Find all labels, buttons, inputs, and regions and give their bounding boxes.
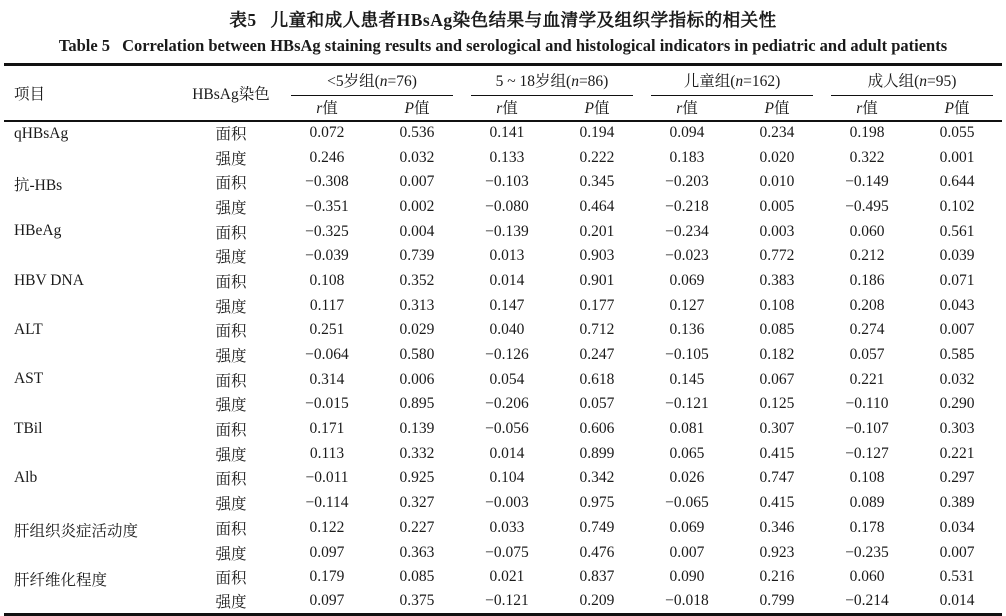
value-cell: 0.246 (309, 148, 345, 166)
table-row (4, 121, 1002, 146)
value-cell: −0.107 (845, 420, 889, 438)
value-cell: 0.580 (399, 346, 435, 364)
sub-header-r: r值 (282, 96, 372, 121)
value-cell: 0.177 (579, 296, 615, 314)
value-cell: 0.013 (489, 247, 525, 265)
value-cell: −0.139 (485, 222, 529, 240)
table-header (4, 65, 1002, 121)
value-cell: 0.178 (849, 518, 885, 536)
value-cell: 0.772 (759, 247, 795, 265)
value-cell: 0.561 (939, 222, 975, 240)
value-cell: 0.799 (759, 592, 795, 610)
measure-label: 强度 (215, 199, 247, 217)
value-cell: −0.015 (305, 395, 349, 413)
value-cell: 0.067 (759, 370, 795, 388)
value-cell: 0.923 (759, 543, 795, 561)
measure-label: 面积 (215, 175, 247, 193)
item-label: AST (13, 370, 44, 388)
measure-label: 面积 (215, 422, 247, 440)
value-cell: −0.011 (305, 469, 349, 487)
value-cell: 0.531 (939, 568, 975, 586)
column-header-item: 项目 (4, 65, 180, 121)
value-cell: −0.023 (665, 247, 709, 265)
value-cell: −0.114 (305, 494, 349, 512)
measure-label: 面积 (215, 323, 247, 341)
value-cell: 0.147 (489, 296, 525, 314)
item-label: 肝组织炎症活动度 (13, 522, 138, 540)
value-cell: 0.057 (849, 346, 885, 364)
value-cell: −0.003 (485, 494, 529, 512)
value-cell: 0.346 (759, 518, 795, 536)
table-row (4, 170, 1002, 195)
table-row (4, 466, 1002, 491)
table-caption-cn-label: 表5 (229, 10, 257, 30)
value-cell: 0.072 (309, 124, 345, 142)
column-header-staining: HBsAg染色 (180, 65, 282, 121)
value-cell: 0.108 (759, 296, 795, 314)
item-label: 肝纤维化程度 (13, 571, 107, 589)
value-cell: 0.837 (579, 568, 615, 586)
value-cell: 0.747 (759, 469, 795, 487)
value-cell: 0.021 (489, 568, 525, 586)
value-cell: 0.925 (399, 469, 435, 487)
value-cell: 0.183 (669, 148, 705, 166)
value-cell: 0.081 (669, 420, 705, 438)
table-caption-cn (0, 0, 1006, 32)
value-cell: 0.375 (399, 592, 435, 610)
value-cell: 0.113 (309, 444, 345, 462)
value-cell: 0.222 (579, 148, 615, 166)
value-cell: 0.004 (399, 222, 435, 240)
value-cell: 0.032 (399, 148, 435, 166)
value-cell: −0.018 (665, 592, 709, 610)
value-cell: 0.089 (849, 494, 885, 512)
value-cell: 0.327 (399, 494, 435, 512)
value-cell: 0.071 (939, 271, 975, 289)
value-cell: 0.297 (939, 469, 975, 487)
group-header (822, 65, 1002, 96)
value-cell: −0.308 (305, 173, 349, 191)
measure-label: 强度 (215, 249, 247, 267)
value-cell: 0.029 (399, 321, 435, 339)
value-cell: 0.247 (579, 346, 615, 364)
value-cell: 0.055 (939, 124, 975, 142)
sub-header-P: P值 (912, 96, 1002, 121)
table-caption-en-label: Table 5 (58, 36, 111, 55)
value-cell: −0.121 (665, 395, 709, 413)
value-cell: 0.057 (579, 395, 615, 413)
value-cell: −0.206 (485, 395, 529, 413)
sub-header-r: r值 (822, 96, 912, 121)
item-label: 抗-HBs (13, 176, 63, 194)
value-cell: −0.126 (485, 346, 529, 364)
value-cell: −0.234 (665, 222, 709, 240)
value-cell: 0.145 (669, 370, 705, 388)
value-cell: −0.075 (485, 543, 529, 561)
measure-label: 强度 (215, 446, 247, 464)
value-cell: 0.322 (849, 148, 885, 166)
value-cell: 0.007 (669, 543, 705, 561)
value-cell: 0.127 (669, 296, 705, 314)
value-cell: 0.182 (759, 346, 795, 364)
value-cell: 0.227 (399, 518, 435, 536)
value-cell: 0.108 (309, 271, 345, 289)
sub-header-P: P值 (552, 96, 642, 121)
value-cell: 0.212 (849, 247, 885, 265)
header-group-row (4, 65, 1002, 96)
measure-label: 强度 (215, 298, 247, 316)
value-cell: 0.040 (489, 321, 525, 339)
value-cell: −0.103 (485, 173, 529, 191)
measure-label: 面积 (215, 570, 247, 588)
value-cell: −0.203 (665, 173, 709, 191)
value-cell: 0.415 (759, 494, 795, 512)
table-row (4, 417, 1002, 442)
value-cell: 0.141 (489, 124, 525, 142)
value-cell: −0.065 (665, 494, 709, 512)
table-row (4, 367, 1002, 392)
value-cell: 0.903 (579, 247, 615, 265)
value-cell: 0.234 (759, 124, 795, 142)
value-cell: −0.149 (845, 173, 889, 191)
value-cell: 0.171 (309, 420, 345, 438)
measure-label: 面积 (215, 471, 247, 489)
value-cell: 0.005 (759, 197, 795, 215)
value-cell: 0.345 (579, 173, 615, 191)
sub-header-r: r值 (642, 96, 732, 121)
value-cell: 0.606 (579, 420, 615, 438)
value-cell: 0.104 (489, 469, 525, 487)
table-body (4, 121, 1002, 615)
value-cell: 0.342 (579, 469, 615, 487)
value-cell: 0.895 (399, 395, 435, 413)
value-cell: 0.090 (669, 568, 705, 586)
measure-label: 强度 (215, 348, 247, 366)
value-cell: 0.032 (939, 370, 975, 388)
value-cell: 0.043 (939, 296, 975, 314)
value-cell: 0.363 (399, 543, 435, 561)
measure-label: 强度 (215, 150, 247, 168)
item-label: HBV DNA (13, 271, 84, 289)
value-cell: 0.117 (309, 296, 345, 314)
value-cell: 0.901 (579, 271, 615, 289)
value-cell: −0.235 (845, 543, 889, 561)
value-cell: 0.415 (759, 444, 795, 462)
table-row (4, 219, 1002, 244)
value-cell: 0.014 (489, 444, 525, 462)
value-cell: 0.383 (759, 271, 795, 289)
item-label: qHBsAg (13, 124, 69, 142)
measure-label: 面积 (215, 520, 247, 538)
measure-label: 面积 (215, 273, 247, 291)
value-cell: 0.020 (759, 148, 795, 166)
value-cell: 0.136 (669, 321, 705, 339)
measure-label: 面积 (215, 372, 247, 390)
measure-label: 面积 (215, 224, 247, 242)
value-cell: 0.476 (579, 543, 615, 561)
value-cell: 0.208 (849, 296, 885, 314)
value-cell: 0.221 (849, 370, 885, 388)
measure-label: 强度 (215, 397, 247, 415)
value-cell: −0.351 (305, 197, 349, 215)
table-caption-cn-text: 儿童和成人患者HBsAg染色结果与血清学及组织学指标的相关性 (270, 10, 777, 30)
value-cell: 0.209 (579, 592, 615, 610)
value-cell: −0.121 (485, 592, 529, 610)
value-cell: −0.110 (845, 395, 889, 413)
group-header (462, 65, 642, 96)
value-cell: 0.003 (759, 222, 795, 240)
value-cell: 0.536 (399, 124, 435, 142)
value-cell: −0.064 (305, 346, 349, 364)
value-cell: 0.006 (399, 370, 435, 388)
value-cell: 0.007 (939, 321, 975, 339)
value-cell: 0.069 (669, 271, 705, 289)
sub-header-r: r值 (462, 96, 552, 121)
value-cell: 0.749 (579, 518, 615, 536)
measure-label: 面积 (215, 126, 247, 144)
value-cell: 0.585 (939, 346, 975, 364)
value-cell: −0.214 (845, 592, 889, 610)
item-label: HBeAg (13, 222, 62, 240)
value-cell: 0.186 (849, 271, 885, 289)
value-cell: 0.002 (399, 197, 435, 215)
value-cell: 0.069 (669, 518, 705, 536)
value-cell: 0.026 (669, 469, 705, 487)
value-cell: 0.194 (579, 124, 615, 142)
value-cell: −0.039 (305, 247, 349, 265)
value-cell: 0.007 (939, 543, 975, 561)
value-cell: 0.332 (399, 444, 435, 462)
value-cell: 0.739 (399, 247, 435, 265)
value-cell: −0.080 (485, 197, 529, 215)
table-caption-en-text: Correlation between HBsAg staining results and serological and histological indicators in pediatric and adult patients (122, 36, 948, 55)
value-cell: 0.389 (939, 494, 975, 512)
value-cell: −0.127 (845, 444, 889, 462)
value-cell: 0.274 (849, 321, 885, 339)
value-cell: 0.221 (939, 444, 975, 462)
value-cell: 0.307 (759, 420, 795, 438)
value-cell: 0.314 (309, 370, 345, 388)
group-header (642, 65, 822, 96)
sub-header-P: P值 (372, 96, 462, 121)
value-cell: 0.033 (489, 518, 525, 536)
group-header-label: 5 ~ 18岁组(n=86) (471, 69, 633, 96)
value-cell: 0.198 (849, 124, 885, 142)
value-cell: 0.464 (579, 197, 615, 215)
value-cell: 0.010 (759, 173, 795, 191)
table-row (4, 565, 1002, 590)
value-cell: 0.201 (579, 222, 615, 240)
value-cell: 0.251 (309, 321, 345, 339)
value-cell: −0.495 (845, 197, 889, 215)
value-cell: 0.712 (579, 321, 615, 339)
value-cell: 0.085 (759, 321, 795, 339)
value-cell: 0.039 (939, 247, 975, 265)
table-caption-en (0, 36, 1006, 56)
value-cell: 0.085 (399, 568, 435, 586)
value-cell: 0.108 (849, 469, 885, 487)
value-cell: 0.001 (939, 148, 975, 166)
value-cell: 0.060 (849, 568, 885, 586)
value-cell: 0.014 (939, 592, 975, 610)
measure-label: 强度 (215, 545, 247, 563)
value-cell: 0.094 (669, 124, 705, 142)
value-cell: 0.102 (939, 197, 975, 215)
value-cell: 0.133 (489, 148, 525, 166)
item-label: ALT (13, 321, 43, 338)
table-row (4, 269, 1002, 294)
table-row (4, 318, 1002, 343)
value-cell: 0.097 (309, 592, 345, 610)
value-cell: 0.352 (399, 271, 435, 289)
value-cell: 0.303 (939, 420, 975, 438)
measure-label: 强度 (215, 496, 247, 514)
value-cell: −0.056 (485, 420, 529, 438)
value-cell: 0.034 (939, 518, 975, 536)
value-cell: 0.899 (579, 444, 615, 462)
value-cell: 0.054 (489, 370, 525, 388)
sub-header-P: P值 (732, 96, 822, 121)
value-cell: −0.218 (665, 197, 709, 215)
value-cell: 0.125 (759, 395, 795, 413)
value-cell: 0.290 (939, 395, 975, 413)
group-header (282, 65, 462, 96)
value-cell: 0.313 (399, 296, 435, 314)
value-cell: 0.014 (489, 271, 525, 289)
correlation-table (4, 63, 1002, 616)
value-cell: 0.122 (309, 518, 345, 536)
value-cell: 0.179 (309, 568, 345, 586)
value-cell: 0.007 (399, 173, 435, 191)
value-cell: 0.139 (399, 420, 435, 438)
group-header-label: <5岁组(n=76) (291, 69, 453, 96)
group-header-label: 儿童组(n=162) (651, 69, 813, 96)
value-cell: 0.216 (759, 568, 795, 586)
value-cell: 0.975 (579, 494, 615, 512)
value-cell: −0.325 (305, 222, 349, 240)
value-cell: 0.065 (669, 444, 705, 462)
item-label: Alb (13, 469, 38, 487)
measure-label: 强度 (215, 594, 247, 612)
value-cell: 0.097 (309, 543, 345, 561)
value-cell: 0.060 (849, 222, 885, 240)
group-header-label: 成人组(n=95) (831, 69, 993, 96)
value-cell: 0.644 (939, 173, 975, 191)
item-label: TBil (13, 419, 43, 437)
value-cell: −0.105 (665, 346, 709, 364)
value-cell: 0.618 (579, 370, 615, 388)
table-row (4, 516, 1002, 541)
